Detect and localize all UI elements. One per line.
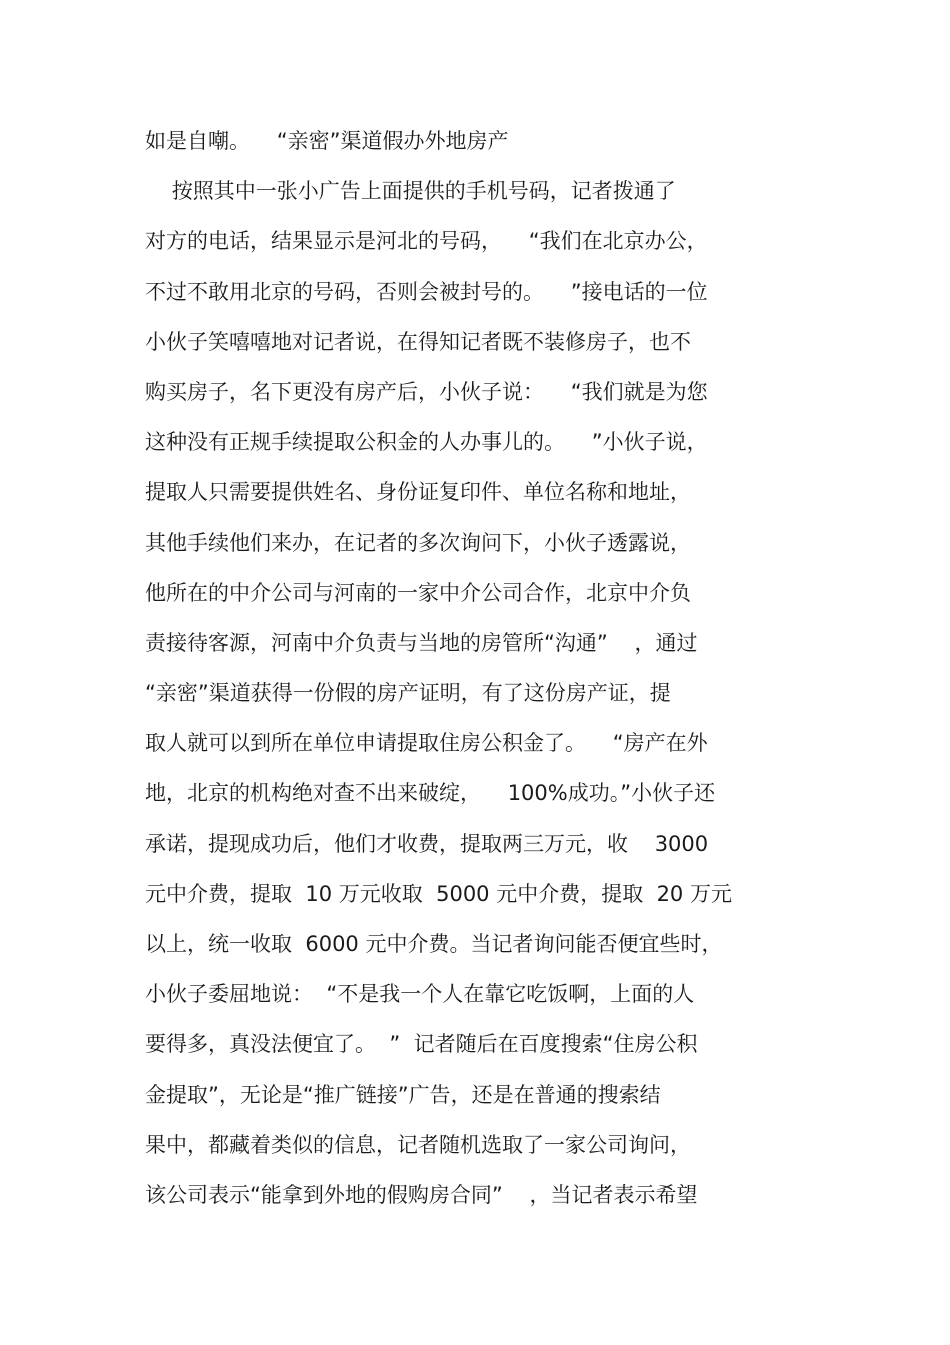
text-line: 按照其中一张小广告上面提供的手机号码，记者拨通了 [145,179,676,204]
text-line: 提取人只需要提供姓名、身份证复印件、单位名称和地址， [145,480,691,505]
text-line: 购买房子，名下更没有房产后，小伙子说： “我们就是为您 [145,379,708,404]
text-line: 该公司表示“能拿到外地的假购房合同” ，当记者表示希望 [145,1182,698,1207]
text-line: 金提取”，无论是“推广链接”广告，还是在普通的搜索结 [145,1082,661,1107]
text-line: 这种没有正规手续提取公积金的人办事儿的。 ”小伙子说， [145,430,708,455]
text-line: 责接待客源，河南中介负责与当地的房管所“沟通” ，通过 [145,630,698,655]
text-line: 对方的电话，结果显示是河北的号码， “我们在北京办公， [145,229,708,254]
text-line: 小伙子笑嘻嘻地对记者说，在得知记者既不装修房子，也不 [145,329,691,354]
text-line: 小伙子委屈地说： “不是我一个人在靠它吃饭啊，上面的人 [145,982,695,1007]
text-line: “亲密”渠道获得一份假的房产证明，有了这份房产证，提 [145,681,671,706]
text-line: 取人就可以到所在单位申请提取住房公积金了。 “房产在外 [145,731,708,756]
text-line: 其他手续他们来办，在记者的多次询问下，小伙子透露说， [145,530,691,555]
article-body [145,116,825,1220]
text-line: 元中介费，提取 10 万元收取 5000 元中介费，提取 20 万元 [145,881,732,906]
text-line: 以上，统一收取 6000 元中介费。当记者询问能否便宜些时， [145,932,723,956]
text-line: 不过不敢用北京的号码，否则会被封号的。 ”接电话的一位 [145,279,708,304]
text-line: 要得多，真没法便宜了。 ” 记者随后在百度搜索“住房公积 [145,1032,698,1057]
text-line: 果中，都藏着类似的信息，记者随机选取了一家公司询问， [145,1132,691,1157]
text-line: 他所在的中介公司与河南的一家中介公司合作，北京中介负 [145,580,691,605]
text-line: 地，北京的机构绝对查不出来破绽， 100%成功。”小伙子还 [145,781,716,806]
text-line: 承诺，提现成功后，他们才收费，提取两三万元，收 3000 [145,831,709,856]
text-line: 如是自嘲。 “亲密”渠道假办外地房产 [145,129,509,153]
